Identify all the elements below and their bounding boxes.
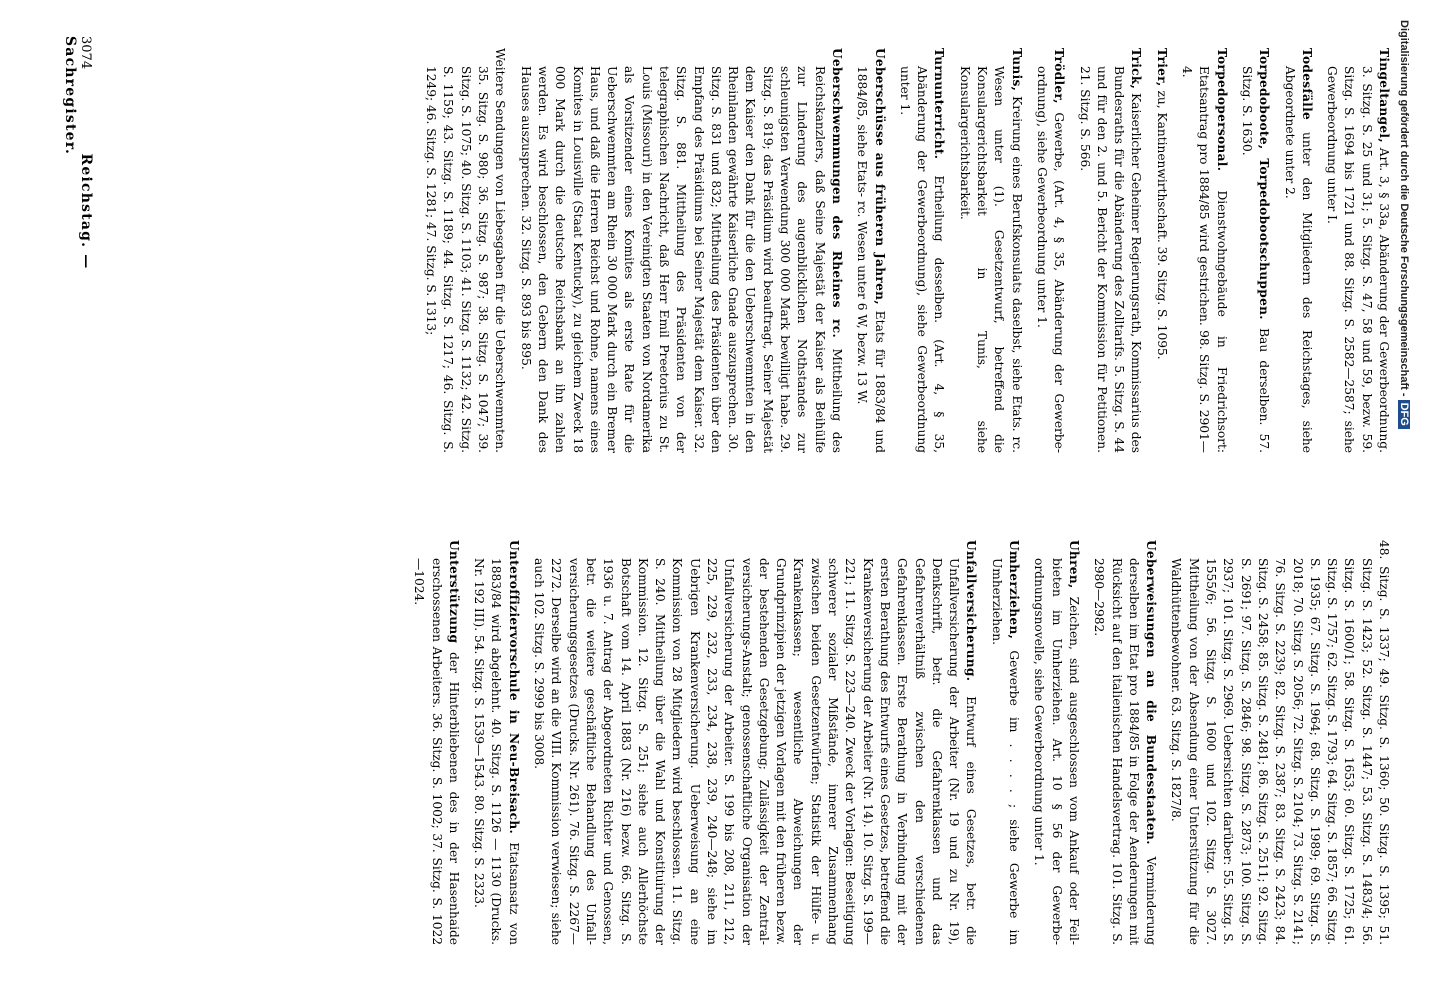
register-entry xyxy=(1167,540,1392,945)
entry-text: Kaiserlicher Geheimer Regierungsrath, Kommissarius des Bundesraths für die Abänderung des Zolltarifs. 5. Sitzg. S. 44 und für den 2. und 5. Bericht der Kommission für Petitionen. 21. Sitzg. S. 566. xyxy=(1077,66,1144,453)
register-entry xyxy=(1178,48,1230,453)
entry-text: Art. 3, § 33a, Abänderung der Gewerbeordnung. 3. Sitzg. S. 25 und 31; 5. Sitzg. S. 47, 58 und 59, bezw. 59. Sitzg. S. 1694 bis 1721 und 88. Sitzg. S. 2582—2587; siehe Gewerbeordnung unter I. xyxy=(1325,66,1391,453)
page-header xyxy=(62,36,94,376)
register-entry xyxy=(422,48,508,453)
register-entry xyxy=(1075,48,1144,453)
entry-text: unter den Mitgliedern des Reichstages, siehe Abgeordnete unter 2. xyxy=(1282,66,1314,453)
entry-text: Gewerbe, (Art. 4, § 35, Abänderung der Gewerbeordnung), siehe Gewerbeordnung unter 1. xyxy=(1034,66,1067,454)
register-entry xyxy=(1090,540,1159,945)
entry-heading: Tingeltangel, xyxy=(1377,48,1391,143)
register-entry xyxy=(896,48,948,453)
entry-heading: Trick, xyxy=(1129,48,1144,90)
entry-text: Weitere Sendungen von Liebesgaben für die Ueberschwemmten. 35. Sitzg. S. 980; 36. Sitzg. S. 987; 38. Sitzg. S. 1047; 39. Sitzg. S. 1075; 40. Sitzg. S. 1103; 41. Sitzg. S. 1132; 42. Sitzg. S. 1159; 43. Sitzg. S. 1189; 44. Sitzg. S. 1217; 46. Sitzg. S. 1249; 46. Sitzg. S. 1281; 47. Sitzg. S. 1313; xyxy=(424,48,508,453)
entry-heading: Ueberweisungen an die Bundesstaaten. xyxy=(1144,540,1159,845)
register-entry xyxy=(470,540,522,945)
entry-text: Verminderung derselben im Etat pro 1884/85 in Folge der Aenderungen mit Rücksicht auf den italienischen Handelsvertrag. 101. Sitzg. S. 2980—2982. xyxy=(1092,558,1159,945)
register-entry xyxy=(1238,48,1273,453)
entry-heading: Ueberschüsse aus früheren Jahren, xyxy=(872,48,887,305)
register-entry xyxy=(410,540,462,945)
entry-text: Etatsansatz von 1883/84 wird abgelehnt. 40. Sitzg. S. 1126 — 1130 (Drucks. Nr. 192 III). 54. Sitzg. S. 1539—1543. 80. Sitzg. S. 2323. xyxy=(472,558,521,945)
entry-text: Gewerbe im . . . . ; siehe Gewerbe im Umherziehen. xyxy=(989,558,1022,946)
dfg-badge: DFG xyxy=(1398,400,1410,429)
entry-heading: Unteroffiziervorschule in Neu-Breisach. xyxy=(506,540,521,835)
entry-text: Ertheilung desselben. (Art. 4, § 35, Abänderung der Gewerbeordnung), siehe Gewerbeordnung unter 1. xyxy=(897,66,947,454)
page-number: 3074 xyxy=(78,36,93,70)
footer-text: Digitalisierung gefördert durch die Deutsche Forschungsgemeinschaft - xyxy=(1398,20,1410,397)
entry-heading: Torpedopersonal. xyxy=(1214,48,1229,172)
register-entry xyxy=(1030,540,1082,945)
entry-text: Mittheilung des Reichskanzlers, daß Seine Majestät der Kaiser als Beihülfe zur Linderung des augenblicklichen Nothstandes zur schleunigsten Verwendung 300 000 Mark bewilligt habe. 29. Sitzg. S. 819; das Präsidium wird beauftragt, Seiner Majestät dem Kaiser den Dank für die den Ueberschwemmten in den Rheinlanden gewährte Kaiserliche Gnade auszusprechen. 30. Sitzg. S. 831 und 832; Mittheilung des Präsidenten über den Empfang des Präsidiums bei Seiner Majestät dem Kaiser. 32. Sitzg. S. 881. Mittheilung des Präsidenten von der telegraphischen Nachricht, daß Herr Emil Preetorius zu St. Louis (Missouri) in den Vereinigten Staaten von Nordamerika als Vorsitzender eines Komites als erste Rate für die Ueberschwemmten am Rhein 30 000 Mark durch ein Bremer Haus, und daß die Herren Reichst und Rohne, namens eines Komites in Louisville (Staat Kentucky), zu gleichem Zweck 18 000 Mark durch die deutsche Reichsbank an ihn zahlen werden. Es wird beschlossen, den Gebern den Dank des Hauses auszusprechen. 32. Sitzg. S. 893 bis 895. xyxy=(518,66,844,453)
entry-heading: Tunis, xyxy=(1009,48,1024,92)
register-entry xyxy=(1280,48,1315,453)
entry-text: Zeichen, sind ausgeschlossen vom Ankauf oder Feilbieten im Umherziehen. Art. 10 § 56 der Gewerbeordnungsnovelle, siehe Gewerbeordnung unter 1. xyxy=(1032,558,1081,945)
entry-text: 48. Sitzg. S. 1337; 49. Sitzg. S. 1360; 50. Sitzg. S. 1395; 51. Sitzg. S. 1423; 52. Sitzg. S. 1447; 53. Sitzg. S. 1483/4; 56. Sitzg. S. 1600/1; 58. Sitzg. S. 1653; 60. Sitzg. S. 1725; 61. Sitzg. S. 1757; 62. Sitzg. S. 1793; 64. Sitzg. S. 1857; 66. Sitzg. S. 1935; 67. Sitzg. S. 1964; 68. Sitzg. S. 1989; 69. Sitzg. S. 2018; 70. Sitzg. S. 2056; 72. Sitzg. S. 2104; 73. Sitzg. S. 2141; 76. Sitzg. S. 2239; 82. Sitzg. S. 2387; 83. Sitzg. S. 2423; 84. Sitzg. S. 2458; 85. Sitzg. S. 2481; 86. Sitzg. S. 2511; 92. Sitzg. S. 2691; 97. Sitzg. S. 2846; 98. Sitzg. S. 2873; 100. Sitzg. S. 2937; 101. Sitzg. S. 2969. Uebersichten darüber: 55. Sitzg. S. 1555/6; 56. Sitzg. S. 1600 und 102. Sitzg. S. 3027. Mittheilung von der Absendung einer Unterstützung für die Waldhüttenbewohner. 63. Sitzg. S. 1827/8. xyxy=(1169,540,1391,945)
entry-text: Kreirung eines Berufskonsulats daselbst, siehe Etats. rc. Wesen unter (1). Gesetzentwurf, betreffend die Konsulargerichtsbarkeit in Tunis, siehe Konsulargerichtsbarkeit. xyxy=(957,66,1024,453)
register-entry xyxy=(1033,48,1068,453)
register-entry xyxy=(955,48,1024,453)
entry-heading: Ueberschwemmungen des Rheines rc. xyxy=(829,48,844,338)
entry-heading: Trier, xyxy=(1154,48,1169,87)
entry-heading: Uhren, xyxy=(1066,540,1081,589)
register-entry xyxy=(987,540,1022,945)
register-entry xyxy=(530,540,980,945)
entry-text: Etats für 1883/84 und 1884/85, siehe Etats- rc. Wesen unter 6 W, bezw. 13 W. xyxy=(855,66,887,454)
entry-text: Entwurf eines Gesetzes, betr. die Unfallversicherung der Arbeiter (Nr. 19 und zu Nr. 19), Denkschrift, betr. die Gefahrenklassen und das Gefahrenverhältniß zwischen den verschiedenen Gefahrenklassen. Erste Berathung in Verbindung mit der ersten Berathung des Entwurfs eines Gesetzes, betreffend die Krankenversicherung der Arbeiter (Nr. 14). 10. Sitzg. S. 199—221; 11. Sitzg. S. 223—240. Zweck der Vorlagen: Beseitigung schwerer sozialer Mißstände, innerer Zusammenhang zwischen beiden Gesetzentwürfen; Statistik der Hülfe- u. Krankenkassen; wesentliche Abweichungen der Grundprinzipien der jetzigen Vorlagen mit den früheren bezw. der bestehenden Gesetzgebung; Zulässigkeit der Zentralversicherungs-Anstalt; genossenschaftliche Organisation der Unfallversicherung der Arbeiter. S. 199 bis 208, 211, 212, 225, 229, 232, 233, 234, 238, 239, 240—248; siehe im Uebrigen Krankenversicherung. Ueberweisung an eine Kommission von 28 Mitgliedern wird beschlossen. 11. Sitzg. S. 240. Mittheilung über die Wahl und Konstituirung der Kommission. 12. Sitzg. S. 251; siehe auch Allerhöchste Botschaft vom 14. April 1883 (Nr. 216) bezw. 66. Sitzg. S. 1936 u. 7. Antrag der Abgeordneten Richter und Genossen, betr. die weitere geschäftliche Behandlung des Unfallversicherungsgesetzes (Drucks. Nr. 261). 76. Sitzg. S. 2267—2272. Derselbe wird an die VIII. Kommission verwiesen; siehe auch 102. Sitzg. S. 2999 bis 3008. xyxy=(532,558,979,945)
register-entry xyxy=(853,48,888,453)
entry-heading: Turnunterricht. xyxy=(932,48,947,160)
entry-text: zu, Kantinenwirthschaft. 39. Sitzg. S. 1095. xyxy=(1154,90,1169,360)
entry-heading: Umherziehen, xyxy=(1007,540,1022,640)
entry-heading: Trödler, xyxy=(1052,48,1067,104)
register-entry xyxy=(1152,48,1169,453)
entry-heading: Todesfälle xyxy=(1299,48,1314,121)
entry-heading: Unfallversicherung. xyxy=(964,540,979,682)
left-column xyxy=(414,48,1392,453)
footer-credit xyxy=(1398,20,1410,980)
entry-heading: Torpedoboote, Torpedobootschuppen. xyxy=(1257,48,1272,320)
register-entry xyxy=(1323,48,1392,453)
entry-text: Dienstwohngebäude in Friedrichsort: Etatsantrag pro 1884/85 wird gestrichen. 98. Sitzg. S. 2901—4. xyxy=(1180,66,1229,454)
right-column xyxy=(402,540,1392,945)
running-title: Reichstag. — Sachregister. xyxy=(62,36,94,270)
register-entry xyxy=(516,48,845,453)
entry-text: der Hinterbliebenen des in der Hasenhaide erschossenen Arbeiters. 36. Sitzg. S. 1002; 37. Sitzg. S. 1022—1024. xyxy=(412,558,461,945)
entry-heading: Unterstützung xyxy=(446,540,461,644)
entry-text: Bau derselben. 57. Sitzg. S. 1630. xyxy=(1239,66,1272,453)
